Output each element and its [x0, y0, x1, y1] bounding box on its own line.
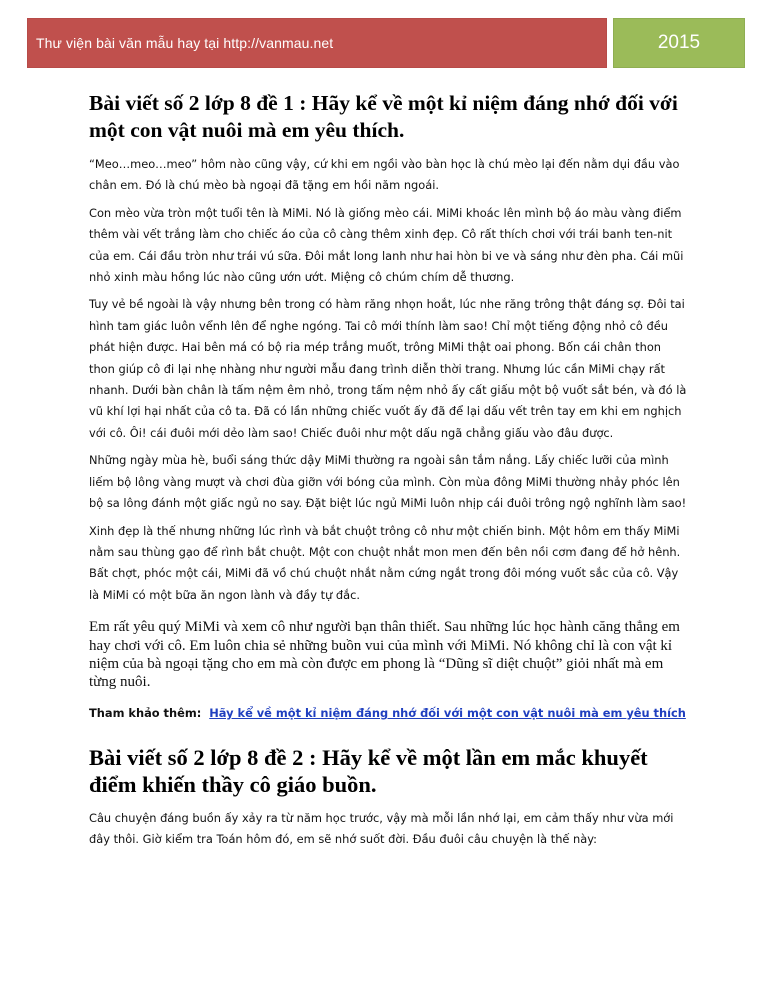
reference-label: Tham khảo thêm: — [89, 705, 202, 720]
header-year: 2015 — [613, 18, 745, 68]
section-1-paragraph: Xinh đẹp là thế nhưng những lúc rình và bắt chuột trông cô như một chiến binh. Một hôm em thấy MiMi nằm sau thùng gạo để rình bắt chuột. Một con chuột nhắt mon men đến bên nồi cơm đang để hở hênh. Bất chợt, phóc một cái, MiMi đã vồ chú chuột nhắt nằm cứng ngắt trong đôi móng vuốt sắc của cô. Vậy là MiMi có một bữa ăn ngon lành và đầy tự đắc. — [89, 523, 681, 602]
section-1-closing-paragraph: Em rất yêu quý MiMi và xem cô như người bạn thân thiết. Sau những lúc học hành căng thẳng em hay chơi với cô. Em luôn chia sẻ những buồn vui của mình với MiMi. Nó không chỉ là con vật kỉ niệm của bà ngoại tặng cho em mà còn được em phong là “Dũng sĩ diệt chuột” giỏi nhất mà em từng nuôi. — [89, 619, 680, 691]
section-1-paragraph: “Meo…meo…meo” hôm nào cũng vậy, cứ khi em ngồi vào bàn học là chú mèo lại đến nằm dụi đầu vào chân em. Đó là chú mèo bà ngoại đã tặng em hồi năm ngoái. — [89, 157, 680, 193]
reference-link[interactable]: Hãy kể về một kỉ niệm đáng nhớ đối với một con vật nuôi mà em yêu thích — [209, 705, 686, 720]
header-title: Thư viện bài văn mẫu hay tại http://vanmau.net — [27, 18, 607, 68]
page-header — [27, 18, 745, 68]
section-1-paragraph: Những ngày mùa hè, buổi sáng thức dậy MiMi thường ra ngoài sân tắm nắng. Lấy chiếc lưỡi của mình liếm bộ lông vàng mượt và chơi đùa giỡn với bóng của mình. Còn mùa đông MiMi thường nhảy phóc lên bộ sa lông đánh một giấc ngủ no say. Đặt biệt lúc ngủ MiMi luôn nhịp cái đuôi trông ngộ nghĩnh làm sao! — [89, 453, 687, 511]
section-2-heading: Bài viết số 2 lớp 8 đề 2 : Hãy kể về một lần em mắc khuyết điểm khiến thầy cô giáo buồn. — [89, 744, 648, 797]
section-1-paragraph: Con mèo vừa tròn một tuổi tên là MiMi. Nó là giống mèo cái. MiMi khoác lên mình bộ áo màu vàng điểm thêm vài vết trắng làm cho chiếc áo của cô càng thêm xinh đẹp. Cô rất thích chơi với trái banh ten-nit của em. Cái đầu tròn như trái vú sữa. Đôi mắt long lanh như hai hòn bi ve và sáng như đèn pha. Cái mũi nhỏ xinh màu hồng lúc nào cũng ướn ướt. Miệng cô chúm chím dễ thương. — [89, 205, 684, 285]
section-2-paragraph: Câu chuyện đáng buồn ấy xảy ra từ năm học trước, vậy mà mỗi lần nhớ lại, em cảm thấy như vừa mới đây thôi. Giờ kiểm tra Toán hôm đó, em sẽ nhớ suốt đời. Đầu đuôi câu chuyện là thế này: — [89, 810, 674, 847]
reference-line — [89, 704, 689, 722]
section-1-heading: Bài viết số 2 lớp 8 đề 1 : Hãy kể về một kỉ niệm đáng nhớ đối với một con vật nuôi mà em yêu thích. — [89, 91, 678, 142]
section-1-paragraph: Tuy vẻ bề ngoài là vậy nhưng bên trong có hàm răng nhọn hoắt, lúc nhe răng trông thật đáng sợ. Đôi tai hình tam giác luôn vểnh lên để nghe ngóng. Tai cô mới thính làm sao! Chỉ một tiếng động nhỏ cô đều phát hiện được. Hai bên má có bộ ria mép trắng muốt, trông MiMi thật oai phong. Bốn cái chân thon thon giúp cô đi lại nhẹ nhàng như người mẫu đang trình diễn thời trang. Nhưng lúc cần MiMi chạy rất nhanh. Dưới bàn chân là tấm nệm êm nhỏ, trong tấm nệm nhỏ ấy cất giấu một bộ vuốt sắt bén, và đó là vũ khí lợi hại nhất của cô ta. Đã có lần những chiếc vuốt ấy đã để lại dấu vết trên tay em khi em nghịch với cô. Ôi! cái đuôi mới dẻo làm sao! Chiếc đuôi như một dấu ngã chẳng giấu vào đâu được. — [89, 297, 687, 440]
document-body — [89, 90, 689, 857]
